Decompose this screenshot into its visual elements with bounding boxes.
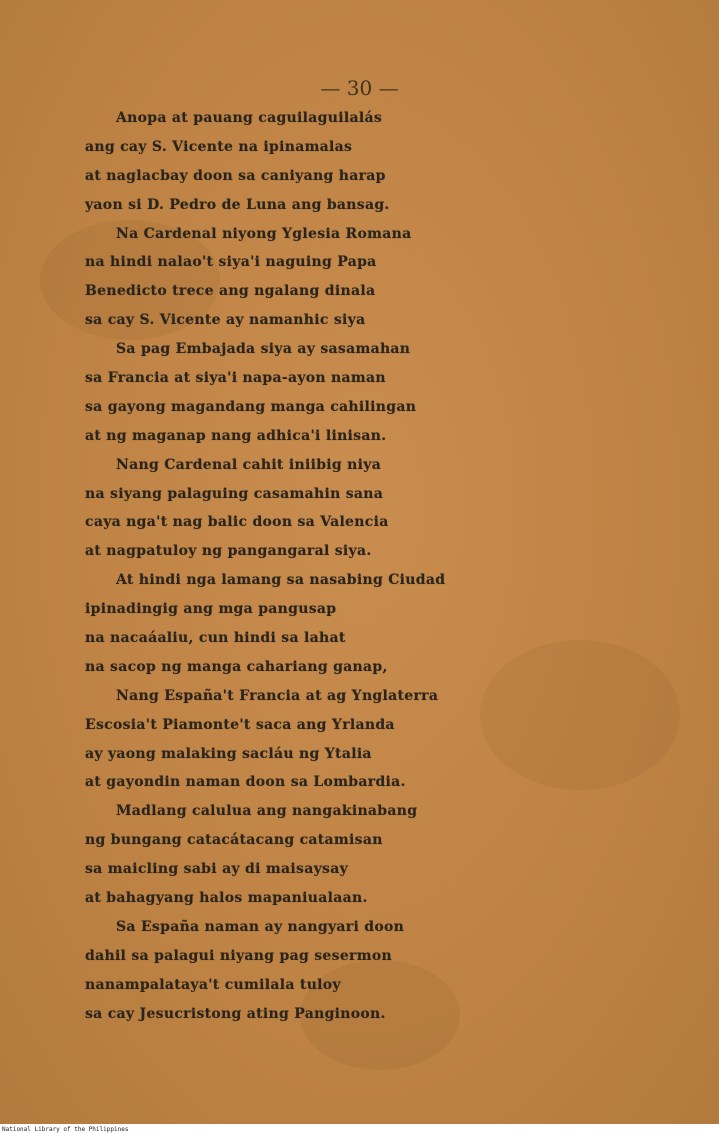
poem-line: na hindi nalao't siya'i naguing Papa [85,254,377,271]
poem-line: ay yaong malaking sacláu ng Ytalia [85,745,372,762]
poem-line: na nacaáaliu, cun hindi sa lahat [85,630,346,647]
poem-text [0,104,719,1029]
poem-line: At hindi nga lamang sa nasabing Ciudad [116,572,446,589]
poem-line: ng bungang catacátacang catamisan [85,832,383,849]
poem-line: nanampalataya't cumilala tuloy [85,976,341,993]
poem-line: yaon si D. Pedro de Luna ang bansag. [85,196,390,213]
poem-line: ipinadingig ang mga pangusap [85,601,337,618]
poem-line: Benedicto trece ang ngalang dinala [85,283,376,300]
poem-line: sa gayong magandang manga cahilingan [85,398,417,415]
poem-line: caya nga't nag balic doon sa Valencia [85,514,389,531]
poem-line: sa Francia at siya'i napa-ayon naman [85,370,386,387]
poem-line: Nang España't Francia at ag Ynglaterra [116,687,439,704]
poem-line: na sacop ng manga cahariang ganap, [85,658,388,675]
poem-line: Escosia't Piamonte't saca ang Yrlanda [85,716,395,733]
poem-line: at naglacbay doon sa caniyang harap [85,167,386,184]
poem-line: sa cay S. Vicente ay namanhic siya [85,312,366,329]
poem-line: Anopa at pauang caguilaguilalás [116,110,382,126]
poem-line: sa maicling sabi ay di maisaysay [85,861,349,878]
poem-line: ang cay S. Vicente na ipinamalas [85,138,353,155]
library-credit: National Library of the Philippines [2,1126,129,1133]
poem-line: na siyang palaguing casamahin sana [85,485,384,502]
poem-line: at ng maganap nang adhica'i linisan. [85,427,387,444]
poem-line: dahil sa palagui niyang pag sesermon [85,947,392,964]
poem-line: Nang Cardenal cahit iniibig niya [116,456,382,473]
poem-line: Na Cardenal niyong Yglesia Romana [116,225,412,242]
poem-line: at nagpatuloy ng pangangaral siya. [85,543,372,560]
poem-line: Sa pag Embajada siya ay sasamahan [116,341,411,358]
poem-line: at gayondin naman doon sa Lombardia. [85,774,406,791]
page-number: — 30 — [320,76,399,100]
poem-line: sa cay Jesucristong ating Panginoon. [85,1005,386,1022]
poem-line: at bahagyang halos mapaniualaan. [85,890,368,907]
poem-line: Madlang calulua ang nangakinabang [116,803,418,820]
poem-line: Sa España naman ay nangyari doon [116,918,405,935]
